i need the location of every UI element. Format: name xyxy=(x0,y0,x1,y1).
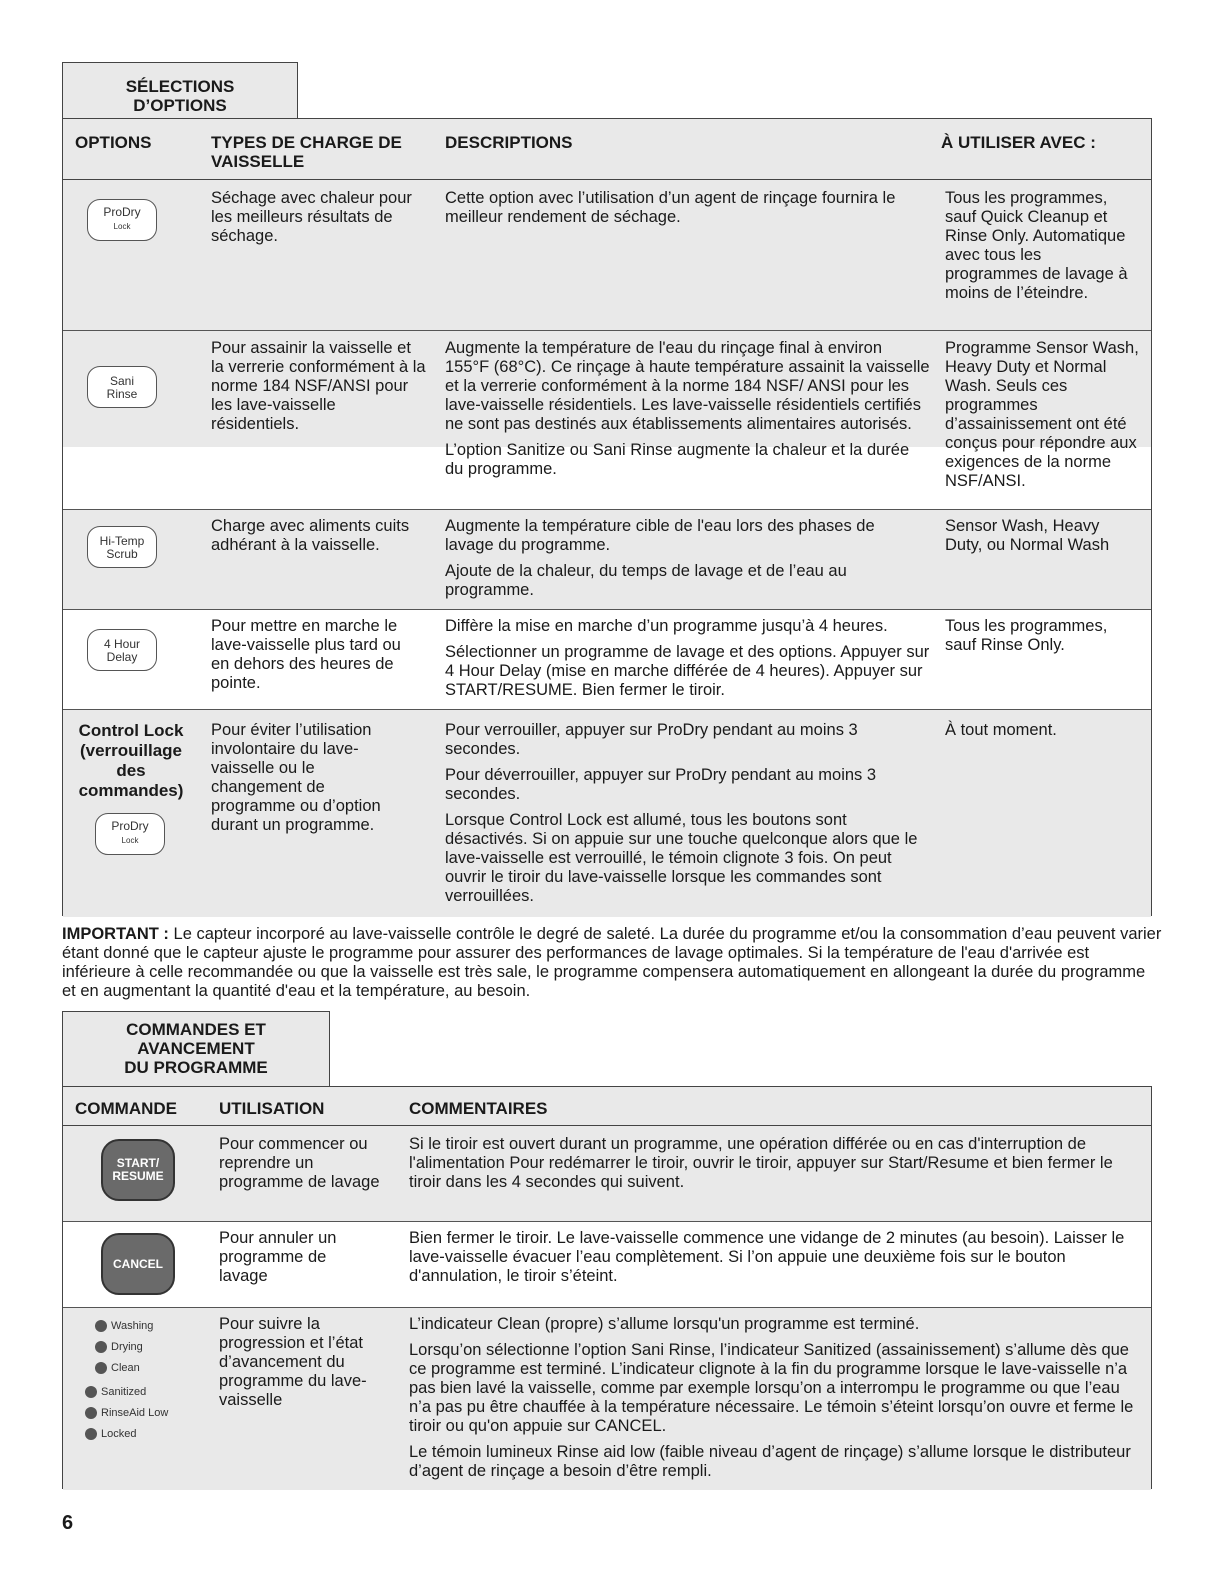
prodry-description: Cette option avec l’utilisation d’un agent de rinçage fournira le meilleur rendement de séchage. xyxy=(445,189,896,226)
cancel-comments: Bien fermer le tiroir. Le lave-vaisselle commence une vidange de 2 minutes (au besoin). Laisser le lave-vaisselle évacuer l’eau complètement. Si l’on appuie une deuxième fois sur le bouton d'annulation, le tiroir s’éteint. xyxy=(409,1229,1125,1285)
start-resume-button: START/ RESUME xyxy=(101,1139,175,1201)
options-tab-line-1: SÉLECTIONS xyxy=(125,77,235,96)
control-lock-prodry-button: ProDry Lock xyxy=(95,813,165,855)
sani-rinse-use-with: Programme Sensor Wash, Heavy Duty et Normal Wash. Seuls ces programmes d’assainissement ont été conçus pour répondre aux exigences de la norme NSF/ANSI. xyxy=(945,339,1139,490)
start-resume-usage: Pour commencer ou reprendre un programme de lavage xyxy=(219,1135,380,1191)
hi-temp-load-type: Charge avec aliments cuits adhérant à la vaisselle. xyxy=(211,517,410,554)
clean-light-icon xyxy=(95,1362,107,1374)
sani-rinse-button: Sani Rinse xyxy=(87,366,157,408)
delay-load-type: Pour mettre en marche le lave-vaisselle plus tard ou en dehors des heures de pointe. xyxy=(211,617,401,692)
delay-use-with: Tous les programmes, sauf Rinse Only. xyxy=(945,617,1108,654)
header-load-types: TYPES DE CHARGE DE VAISSELLE xyxy=(211,133,402,171)
indicator-locked: Locked xyxy=(85,1427,136,1441)
controls-tab-line-2: AVANCEMENT xyxy=(137,1039,255,1058)
sani-rinse-load-type: Pour assainir la vaisselle et la verrerie conformément à la norme 184 NSF/ANSI pour les lave-vaisselle résidentiels. xyxy=(211,339,426,433)
4-hour-delay-button: 4 Hour Delay xyxy=(87,629,157,671)
hi-temp-scrub-button: Hi-Temp Scrub xyxy=(87,526,157,568)
cancel-usage: Pour annuler un programme de lavage xyxy=(219,1229,337,1285)
control-lock-description: Pour verrouiller, appuyer sur ProDry pendant au moins 3 secondes. Pour déverrouiller, appuyer sur ProDry pendant au moins 3 secondes. Lorsque Control Lock est allumé, tous les boutons sont désactivés. Si on appuie sur une touche quelconque alors que le lave-vaisselle est verrouillé, le témoin clignote 3 fois. On peut ouvrir le tiroir du lave-vaisselle lorsque les commandes sont verrouillées. xyxy=(445,721,918,905)
controls-tab-line-3: DU PROGRAMME xyxy=(124,1058,268,1077)
sanitized-light-icon xyxy=(85,1386,97,1398)
important-text: Le capteur incorporé au lave-vaisselle contrôle le degré de saleté. La durée du programme et/ou la consommation d’eau peuvent varier étant donné que le capteur ajuste le programme pour assurer des performances de lavage optimales. Si la température de l'eau d'arrivée est inférieure à celle recommandée ou que la vaisselle est très sale, le programme compensera automatiquement en allongeant la durée du programme et en augmentant la quantité d'eau et la température, au besoin. xyxy=(62,925,1162,1000)
important-note xyxy=(62,925,1162,1001)
controls-section-tab xyxy=(62,1011,330,1086)
controls-table xyxy=(62,1086,1152,1489)
washing-light-icon xyxy=(95,1320,107,1332)
locked-light-icon xyxy=(85,1428,97,1440)
hi-temp-description: Augmente la température cible de l'eau lors des phases de lavage du programme. Ajoute de la chaleur, du temps de lavage et de l’eau au programme. xyxy=(445,517,875,599)
controls-tab-line-1: COMMANDES ET xyxy=(126,1020,266,1039)
prodry-load-type: Séchage avec chaleur pour les meilleurs résultats de séchage. xyxy=(211,189,412,245)
start-resume-comments: Si le tiroir est ouvert durant un programme, une opération différée ou en cas d'interruption de l'alimentation Pour redémarrer le tiroir, ouvrir le tiroir, appuyer sur Start/Resume et bien fermer le tiroir dans les 4 secondes qui suivent. xyxy=(409,1135,1113,1191)
page-number: 6 xyxy=(62,1512,74,1534)
options-table xyxy=(62,118,1152,916)
indicator-sanitized: Sanitized xyxy=(85,1385,146,1399)
important-label: IMPORTANT : xyxy=(62,925,169,943)
drying-light-icon xyxy=(95,1341,107,1353)
delay-description: Diffère la mise en marche d’un programme jusqu’à 4 heures. Sélectionner un programme de lavage et des options. Appuyer sur 4 Hour Delay (mise en marche différée de 4 heures). Appuyer sur START/RESUME. Bien fermer le tiroir. xyxy=(445,617,930,699)
indicators-comments: L’indicateur Clean (propre) s’allume lorsqu'un programme est terminé. Lorsqu’on sélectionne l’option Sani Rinse, l’indicateur Sanitized (assainissement) s’allume dès que ce programme est terminé. L’indicateur clignote à la fin du programme lorsque le lave-vaisselle n’a pas bien lavé la vaisselle, comme par exemple lorsqu’on a interrompu le programme ou que l’eau n’a pas pu être chauffée à la température nécessaire. Le témoin s’éteint lorsqu’on ouvre et ferme le tiroir ou qu'on appuie sur CANCEL. Le témoin lumineux Rinse aid low (faible niveau d’agent de rinçage) s’allume lorsque le distributeur d’agent de rinçage a besoin d’être rempli. xyxy=(409,1315,1134,1480)
control-lock-title: Control Lock (verrouillage des commandes) xyxy=(78,721,184,800)
indicators-usage: Pour suivre la progression et l’état d’avancement du programme du lave-vaisselle xyxy=(219,1315,367,1409)
header-command: COMMANDE xyxy=(75,1099,177,1118)
cancel-button: CANCEL xyxy=(101,1233,175,1295)
header-options: OPTIONS xyxy=(75,133,152,152)
header-descriptions: DESCRIPTIONS xyxy=(445,133,573,152)
indicator-drying: Drying xyxy=(95,1340,143,1354)
control-lock-load-type: Pour éviter l’utilisation involontaire du lave-vaisselle ou le changement de programme ou d’option durant un programme. xyxy=(211,721,381,834)
hi-temp-use-with: Sensor Wash, Heavy Duty, ou Normal Wash xyxy=(945,517,1110,554)
indicator-washing: Washing xyxy=(95,1319,153,1333)
header-comments: COMMENTAIRES xyxy=(409,1099,548,1118)
prodry-use-with: Tous les programmes, sauf Quick Cleanup et Rinse Only. Automatique avec tous les programmes de lavage à moins de l’éteindre. xyxy=(945,189,1128,302)
header-usage: UTILISATION xyxy=(219,1099,325,1118)
options-tab-line-2: D’OPTIONS xyxy=(133,96,227,115)
rinseaid-low-light-icon xyxy=(85,1407,97,1419)
prodry-lock-button: ProDry Lock xyxy=(87,199,157,241)
options-section-tab xyxy=(62,62,298,118)
header-use-with: À UTILISER AVEC : xyxy=(941,133,1096,152)
control-lock-use-with: À tout moment. xyxy=(945,721,1057,739)
sani-rinse-description: Augmente la température de l'eau du rinçage final à environ 155°F (68°C). Ce rinçage à haute température assainit la vaisselle et la verrerie conformément à la norme 184 NSF/ ANSI pour les lave-vaisselle résidentiels. Les lave-vaisselle résidentiels certifiés ne sont pas destinés aux établissements alimentaires autorisés. L’option Sanitize ou Sani Rinse augmente la chaleur et la durée du programme. xyxy=(445,339,930,478)
indicator-clean: Clean xyxy=(95,1361,140,1375)
indicator-rinseaid-low: RinseAid Low xyxy=(85,1406,168,1420)
